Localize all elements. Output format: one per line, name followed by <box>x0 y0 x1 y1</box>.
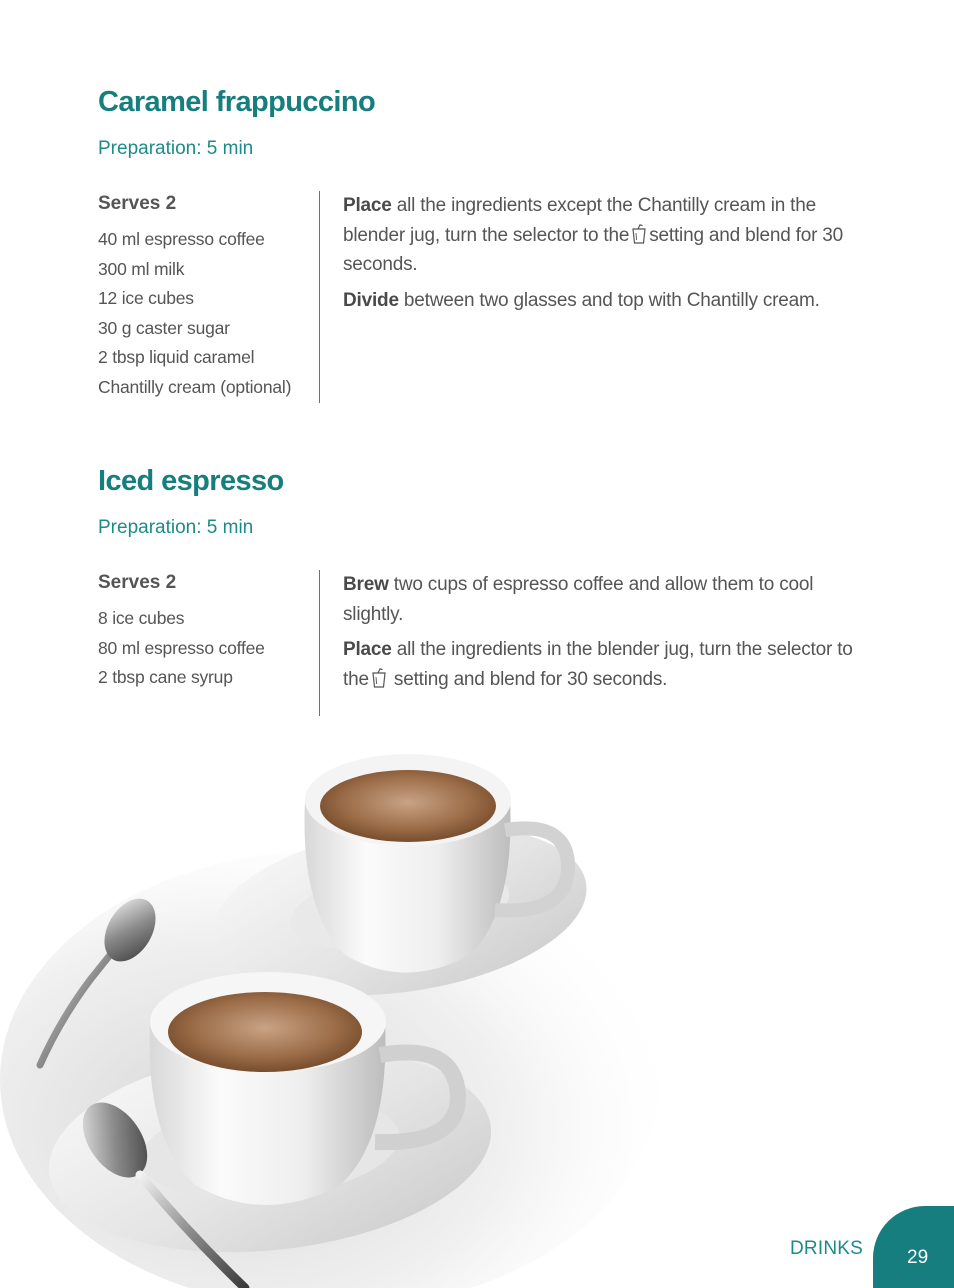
recipe-caramel-frappuccino <box>98 82 858 397</box>
step-text: all the ingredients in the blender jug, turn the selector to the <box>343 639 853 690</box>
preparation-time: Preparation: 5 min <box>98 517 254 538</box>
method-column <box>343 191 858 321</box>
method-step <box>343 570 858 629</box>
step-verb: Place <box>343 639 392 661</box>
ingredient-item: 40 ml espresso coffee <box>98 229 265 249</box>
ingredients-column <box>98 570 313 693</box>
ingredient-list <box>98 604 313 693</box>
ingredient-item: 80 ml espresso coffee <box>98 637 265 658</box>
ingredient-item: 2 tbsp cane syrup <box>98 667 233 688</box>
ingredient-item: 8 ice cubes <box>98 608 185 628</box>
blender-icon <box>631 224 647 244</box>
ingredient-item: 30 g caster sugar <box>98 317 230 338</box>
step-verb: Divide <box>343 289 399 311</box>
ingredient-item: Chantilly cream (optional) <box>98 376 292 397</box>
serves-label: Serves 2 <box>98 572 177 593</box>
ingredients-column <box>98 191 313 403</box>
ingredient-item: 300 ml milk <box>98 258 185 279</box>
method-column <box>343 570 858 700</box>
ingredient-list <box>98 225 313 403</box>
step-text: setting and blend for 30 seconds. <box>343 224 844 276</box>
recipe-title: Caramel frappuccino <box>98 86 376 118</box>
preparation-time: Preparation: 5 min <box>98 138 254 159</box>
recipe-title: Iced espresso <box>98 465 284 497</box>
blender-icon <box>371 668 387 688</box>
step-verb: Place <box>343 195 392 216</box>
espresso-cups-photo <box>0 720 954 1288</box>
column-divider <box>319 570 320 716</box>
ingredient-item: 2 tbsp liquid caramel <box>98 347 255 368</box>
step-text: two cups of espresso coffee and allow them to cool slightly. <box>343 574 814 625</box>
serves-label: Serves 2 <box>98 193 177 214</box>
page-number: 29 <box>907 1247 929 1268</box>
method-step <box>343 635 858 694</box>
step-verb: Brew <box>343 574 389 595</box>
ingredient-item: 12 ice cubes <box>98 288 194 309</box>
step-text: all the ingredients except the Chantilly cream in the blender jug, turn the selector to the <box>343 195 816 246</box>
step-text: setting and blend for 30 seconds. <box>388 668 668 690</box>
method-step <box>343 286 858 316</box>
recipe-iced-espresso <box>98 461 858 690</box>
method-step <box>343 191 858 280</box>
section-label: DRINKS <box>790 1238 863 1259</box>
step-text: between two glasses and top with Chantilly cream. <box>398 289 820 311</box>
column-divider <box>319 191 320 403</box>
